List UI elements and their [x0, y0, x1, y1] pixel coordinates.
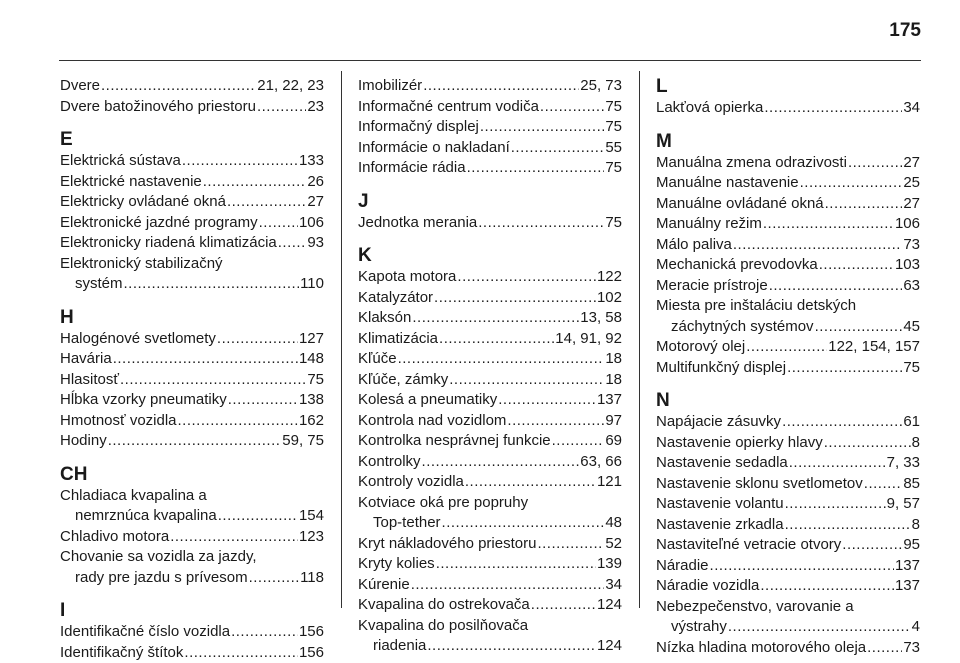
index-entry-pages: 110: [300, 274, 324, 295]
index-entry-pages: 137: [895, 576, 920, 597]
dot-leader: [124, 274, 300, 295]
index-entry: [358, 138, 622, 159]
index-entry-pages: 18: [605, 370, 622, 391]
index-entry: [656, 453, 920, 474]
index-entry-term: Kľúče: [358, 349, 397, 370]
index-entry: [358, 472, 622, 493]
index-entry-term: Informácie o nakladaní: [358, 138, 510, 159]
index-entry: [656, 412, 920, 433]
index-entry-term: Nastavenie volantu: [656, 494, 784, 515]
index-letter-heading: H: [60, 307, 324, 329]
index-entry-term: riadenia: [373, 636, 426, 657]
index-entry: [656, 556, 920, 577]
index-entry-pages: 137: [895, 556, 920, 577]
index-column-2: [358, 76, 622, 657]
index-entry: [656, 153, 920, 174]
dot-leader: [760, 576, 894, 597]
index-entry-term: Náradie vozidla: [656, 576, 759, 597]
index-entry-term: Katalyzátor: [358, 288, 433, 309]
index-entry-term: Nastavenie opierky hlavy: [656, 433, 823, 454]
index-entry: [358, 452, 622, 473]
index-entry: [60, 547, 324, 588]
index-letter-heading: K: [358, 245, 622, 267]
index-entry-pages: 75: [307, 370, 324, 391]
index-entry-term: Motorový olej: [656, 337, 745, 358]
index-entry: [358, 616, 622, 657]
dot-leader: [867, 638, 902, 659]
index-entry: [60, 151, 324, 172]
index-entry-term: Elektronicky riadená klimatizácia: [60, 233, 277, 254]
index-entry: [358, 267, 622, 288]
dot-leader: [422, 452, 580, 473]
index-entry: [358, 431, 622, 452]
dot-leader: [848, 153, 902, 174]
index-entry-pages: 123: [299, 527, 324, 548]
index-letter-heading: I: [60, 600, 324, 622]
index-entry-pages: 137: [597, 390, 622, 411]
dot-leader: [764, 98, 902, 119]
index-entry: [60, 622, 324, 643]
index-entry: [60, 527, 324, 548]
dot-leader: [113, 349, 298, 370]
dot-leader: [540, 97, 604, 118]
dot-leader: [785, 515, 911, 536]
index-entry-term: Elektronické jazdné programy: [60, 213, 258, 234]
index-entry-term: Nastavenie sedadla: [656, 453, 788, 474]
dot-leader: [231, 622, 298, 643]
index-entry-term: Kvapalina do posilňovača: [358, 616, 528, 637]
index-entry-term: Nastavenie sklonu svetlometov: [656, 474, 863, 495]
dot-leader: [120, 370, 306, 391]
index-entry: [358, 595, 622, 616]
index-entry-pages: 162: [299, 411, 324, 432]
index-entry-term: Klaksón: [358, 308, 411, 329]
dot-leader: [227, 192, 306, 213]
index-entry-term: Lakťová opierka: [656, 98, 763, 119]
index-entry: [60, 76, 324, 97]
index-entry: [656, 638, 920, 659]
index-entry-pages: 52: [605, 534, 622, 555]
dot-leader: [864, 474, 903, 495]
index-entry: [656, 296, 920, 337]
index-entry-pages: 14, 91, 92: [555, 329, 622, 350]
dot-leader: [218, 506, 298, 527]
index-letter-heading: M: [656, 131, 920, 153]
header-rule: [59, 60, 921, 61]
index-entry: [60, 370, 324, 391]
index-entry-term: Napájacie zásuvky: [656, 412, 781, 433]
index-entry-pages: 106: [299, 213, 324, 234]
dot-leader: [782, 412, 902, 433]
index-entry-term: Hlasitosť: [60, 370, 119, 391]
index-entry: [358, 349, 622, 370]
dot-leader: [423, 76, 579, 97]
index-entry: [358, 390, 622, 411]
index-entry-pages: 139: [597, 554, 622, 575]
index-entry: [60, 172, 324, 193]
index-entry: [358, 213, 622, 234]
index-entry-pages: 45: [903, 317, 920, 338]
dot-leader: [442, 513, 605, 534]
index-entry: [358, 554, 622, 575]
index-entry-pages: 73: [903, 638, 920, 659]
index-entry-term: Chovanie sa vozidla za jazdy,: [60, 547, 257, 568]
index-entry-pages: 18: [605, 349, 622, 370]
index-entry-term: Kontroly vozidla: [358, 472, 464, 493]
index-entry-pages: 75: [605, 158, 622, 179]
index-entry-term: Kryty kolies: [358, 554, 435, 575]
index-entry: [656, 597, 920, 638]
index-entry-term: Imobilizér: [358, 76, 422, 97]
index-entry-term: Informačné centrum vodiča: [358, 97, 539, 118]
index-entry-pages: 59, 75: [282, 431, 324, 452]
index-entry-pages: 97: [605, 411, 622, 432]
column-divider: [341, 71, 342, 608]
index-entry-term: Kľúče, zámky: [358, 370, 448, 391]
index-entry-term: Nastavenie zrkadla: [656, 515, 784, 536]
index-entry-pages: 75: [605, 97, 622, 118]
index-entry-term: Havária: [60, 349, 112, 370]
dot-leader: [467, 158, 605, 179]
index-entry-term: Top-tether: [373, 513, 441, 534]
index-entry-pages: 26: [307, 172, 324, 193]
index-entry-pages: 106: [895, 214, 920, 235]
dot-leader: [763, 214, 894, 235]
index-entry-pages: 121: [597, 472, 622, 493]
index-entry: [656, 576, 920, 597]
dot-leader: [842, 535, 902, 556]
dot-leader: [259, 213, 298, 234]
index-entry-pages: 27: [307, 192, 324, 213]
index-entry-pages: 23: [307, 97, 324, 118]
dot-leader: [815, 317, 903, 338]
index-entry-term: Dvere: [60, 76, 100, 97]
index-entry: [656, 276, 920, 297]
index-letter-heading: L: [656, 76, 920, 98]
index-entry: [656, 98, 920, 119]
dot-leader: [434, 288, 596, 309]
index-entry: [60, 486, 324, 527]
index-entry-pages: 93: [307, 233, 324, 254]
index-entry-pages: 63: [903, 276, 920, 297]
index-entry-term: Hmotnosť vozidla: [60, 411, 177, 432]
index-entry-pages: 103: [895, 255, 920, 276]
index-entry-term: Nastaviteľné vetracie otvory: [656, 535, 841, 556]
index-entry-term: Kolesá a pneumatiky: [358, 390, 497, 411]
index-entry-pages: 34: [903, 98, 920, 119]
index-entry: [60, 233, 324, 254]
index-entry-term: Meracie prístroje: [656, 276, 768, 297]
index-entry-pages: 13, 58: [580, 308, 622, 329]
index-entry-pages: 27: [903, 153, 920, 174]
index-entry-term: Chladiaca kvapalina a: [60, 486, 207, 507]
index-entry-term: Identifikačné číslo vozidla: [60, 622, 230, 643]
dot-leader: [411, 575, 605, 596]
dot-leader: [436, 554, 596, 575]
index-entry-pages: 122: [597, 267, 622, 288]
index-entry-term: Kontrola nad vozidlom: [358, 411, 506, 432]
index-entry-term: Nízka hladina motorového oleja: [656, 638, 866, 659]
index-entry: [60, 254, 324, 295]
index-entry: [358, 575, 622, 596]
dot-leader: [182, 151, 298, 172]
index-entry-pages: 154: [299, 506, 324, 527]
index-entry-term: Klimatizácia: [358, 329, 438, 350]
index-entry-pages: 4: [912, 617, 920, 638]
index-entry-term: Elektrická sústava: [60, 151, 181, 172]
index-entry-term: Málo paliva: [656, 235, 732, 256]
index-entry-term: výstrahy: [671, 617, 727, 638]
index-letter-heading: CH: [60, 464, 324, 486]
index-entry: [60, 431, 324, 452]
index-entry-pages: 127: [299, 329, 324, 350]
index-entry: [656, 255, 920, 276]
index-entry-term: Kapota motora: [358, 267, 456, 288]
index-entry: [656, 214, 920, 235]
index-letter-heading: N: [656, 390, 920, 412]
index-entry-term: Kvapalina do ostrekovača: [358, 595, 530, 616]
index-entry-pages: 102: [597, 288, 622, 309]
dot-leader: [228, 390, 298, 411]
index-entry: [60, 213, 324, 234]
index-entry-pages: 118: [300, 568, 324, 589]
dot-leader: [785, 494, 886, 515]
index-entry-pages: 21, 22, 23: [257, 76, 324, 97]
index-entry: [656, 194, 920, 215]
dot-leader: [800, 173, 903, 194]
index-entry: [60, 192, 324, 213]
dot-leader: [203, 172, 307, 193]
index-entry: [656, 337, 920, 358]
index-entry: [358, 97, 622, 118]
index-entry-pages: 85: [903, 474, 920, 495]
index-entry: [358, 370, 622, 391]
index-entry: [358, 493, 622, 534]
index-entry: [358, 329, 622, 350]
index-entry-term: Halogénové svetlomety: [60, 329, 216, 350]
dot-leader: [398, 349, 605, 370]
index-entry-term: Dvere batožinového priestoru: [60, 97, 256, 118]
index-entry-term: nemrznúca kvapalina: [75, 506, 217, 527]
index-entry-pages: 148: [299, 349, 324, 370]
dot-leader: [217, 329, 298, 350]
dot-leader: [412, 308, 579, 329]
index-entry: [60, 349, 324, 370]
index-entry: [358, 76, 622, 97]
index-entry-pages: 8: [912, 515, 920, 536]
index-entry-term: Miesta pre inštaláciu detských: [656, 296, 856, 317]
index-entry-term: Kryt nákladového priestoru: [358, 534, 536, 555]
dot-leader: [278, 233, 307, 254]
index-entry-term: Hodiny: [60, 431, 107, 452]
dot-leader: [733, 235, 902, 256]
index-entry-pages: 8: [912, 433, 920, 454]
page-number: 175: [889, 20, 921, 42]
index-entry-term: Elektricky ovládané okná: [60, 192, 226, 213]
index-entry-term: Manuálna zmena odrazivosti: [656, 153, 847, 174]
dot-leader: [439, 329, 554, 350]
index-entry-term: rady pre jazdu s prívesom: [75, 568, 248, 589]
index-letter-heading: E: [60, 129, 324, 151]
index-entry: [656, 535, 920, 556]
dot-leader: [478, 213, 604, 234]
index-entry-term: Manuálne ovládané okná: [656, 194, 824, 215]
index-entry: [358, 117, 622, 138]
dot-leader: [449, 370, 604, 391]
index-entry: [656, 235, 920, 256]
index-entry-pages: 69: [605, 431, 622, 452]
dot-leader: [710, 556, 894, 577]
index-entry-pages: 133: [299, 151, 324, 172]
index-entry-pages: 48: [605, 513, 622, 534]
index-entry-pages: 25: [903, 173, 920, 194]
index-entry: [656, 433, 920, 454]
index-entry-term: systém: [75, 274, 123, 295]
index-letter-heading: J: [358, 191, 622, 213]
dot-leader: [537, 534, 604, 555]
dot-leader: [824, 433, 911, 454]
index-entry-pages: 73: [903, 235, 920, 256]
index-entry-pages: 55: [605, 138, 622, 159]
index-entry: [60, 97, 324, 118]
index-entry: [656, 494, 920, 515]
dot-leader: [531, 595, 596, 616]
index-entry: [656, 474, 920, 495]
index-entry: [60, 329, 324, 350]
dot-leader: [184, 643, 298, 663]
index-entry-pages: 61: [903, 412, 920, 433]
index-entry-term: Chladivo motora: [60, 527, 169, 548]
index-column-1: [60, 76, 324, 663]
index-entry-term: Informácie rádia: [358, 158, 466, 179]
dot-leader: [746, 337, 827, 358]
index-entry-pages: 75: [605, 117, 622, 138]
dot-leader: [170, 527, 298, 548]
dot-leader: [480, 117, 604, 138]
index-entry-term: Nebezpečenstvo, varovanie a: [656, 597, 854, 618]
index-entry-pages: 75: [903, 358, 920, 379]
index-entry-term: záchytných systémov: [671, 317, 814, 338]
index-entry: [358, 158, 622, 179]
index-entry-pages: 9, 57: [887, 494, 920, 515]
dot-leader: [507, 411, 604, 432]
dot-leader: [769, 276, 903, 297]
dot-leader: [101, 76, 256, 97]
dot-leader: [789, 453, 886, 474]
dot-leader: [427, 636, 596, 657]
index-entry-term: Kúrenie: [358, 575, 410, 596]
index-entry: [358, 288, 622, 309]
index-entry: [358, 308, 622, 329]
index-entry: [358, 411, 622, 432]
index-entry-pages: 138: [299, 390, 324, 411]
index-entry-term: Mechanická prevodovka: [656, 255, 818, 276]
index-entry-pages: 156: [299, 622, 324, 643]
dot-leader: [465, 472, 596, 493]
index-entry-pages: 27: [903, 194, 920, 215]
dot-leader: [178, 411, 298, 432]
index-entry-pages: 124: [597, 595, 622, 616]
index-entry-term: Manuálny režim: [656, 214, 762, 235]
index-entry-term: Identifikačný štítok: [60, 643, 183, 663]
index-entry-term: Hĺbka vzorky pneumatiky: [60, 390, 227, 411]
dot-leader: [819, 255, 894, 276]
index-entry: [60, 411, 324, 432]
index-entry-term: Kontrolka nesprávnej funkcie: [358, 431, 551, 452]
index-entry-term: Kotviace oká pre popruhy: [358, 493, 528, 514]
index-entry-pages: 95: [903, 535, 920, 556]
index-entry: [656, 515, 920, 536]
dot-leader: [249, 568, 300, 589]
index-entry: [60, 643, 324, 663]
index-entry-pages: 122, 154, 157: [828, 337, 920, 358]
index-entry: [656, 358, 920, 379]
dot-leader: [552, 431, 605, 452]
index-entry-pages: 7, 33: [887, 453, 920, 474]
index-entry-pages: 156: [299, 643, 324, 663]
index-entry-term: Manuálne nastavenie: [656, 173, 799, 194]
index-entry-pages: 124: [597, 636, 622, 657]
dot-leader: [825, 194, 903, 215]
dot-leader: [511, 138, 605, 159]
dot-leader: [457, 267, 596, 288]
index-entry-term: Náradie: [656, 556, 709, 577]
index-entry-pages: 63, 66: [580, 452, 622, 473]
index-entry-pages: 25, 73: [580, 76, 622, 97]
dot-leader: [108, 431, 282, 452]
index-entry-pages: 75: [605, 213, 622, 234]
index-entry-term: Kontrolky: [358, 452, 421, 473]
index-entry: [60, 390, 324, 411]
index-entry-term: Elektronický stabilizačný: [60, 254, 223, 275]
index-entry: [656, 173, 920, 194]
dot-leader: [257, 97, 306, 118]
dot-leader: [787, 358, 902, 379]
index-column-3: [656, 76, 920, 658]
index-entry: [358, 534, 622, 555]
dot-leader: [498, 390, 596, 411]
dot-leader: [728, 617, 911, 638]
index-entry-term: Multifunkčný displej: [656, 358, 786, 379]
index-entry-pages: 34: [605, 575, 622, 596]
index-entry-term: Elektrické nastavenie: [60, 172, 202, 193]
index-entry-term: Jednotka merania: [358, 213, 477, 234]
column-divider: [639, 71, 640, 608]
index-entry-term: Informačný displej: [358, 117, 479, 138]
